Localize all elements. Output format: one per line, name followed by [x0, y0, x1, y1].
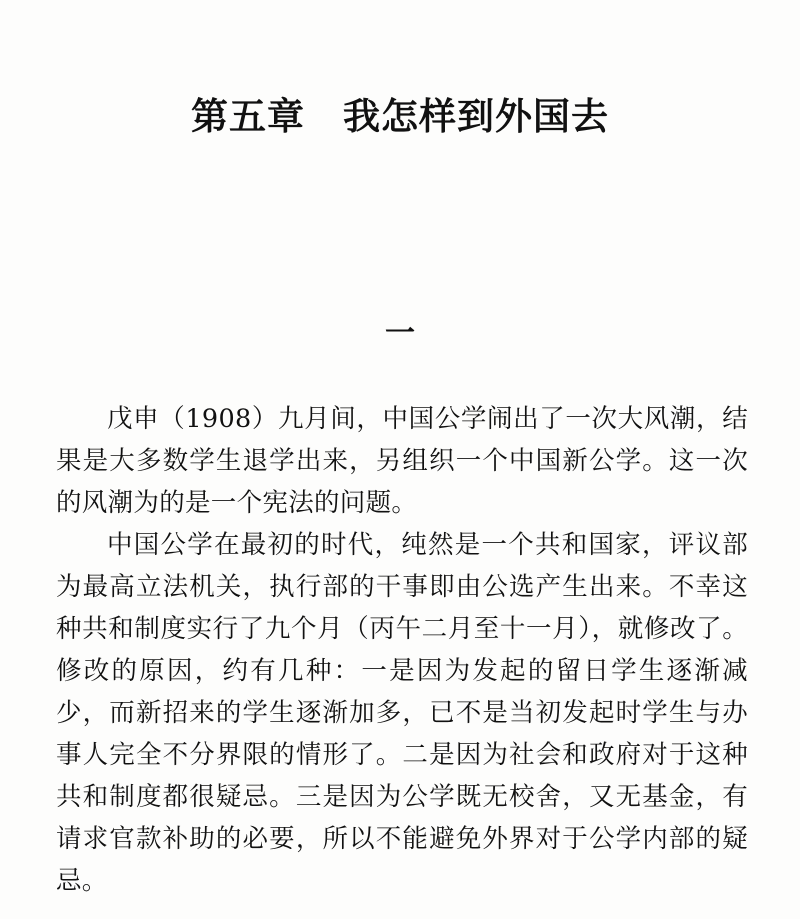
- body-text: [56, 398, 748, 902]
- chapter-title: 第五章 我怎样到外国去: [191, 94, 609, 138]
- paragraph-1: 戊申（1908）九月间，中国公学闹出了一次大风潮，结果是大多数学生退学出来，另组织一个中国新公学。这一次的风潮为的是一个宪法的问题。: [56, 404, 748, 518]
- section-number: 一: [385, 316, 415, 351]
- paragraph-2: 中国公学在最初的时代，纯然是一个共和国家，评议部为最高立法机关，执行部的干事即由公选产生出来。不幸这种共和制度实行了九个月（丙午二月至十一月），就修改了。修改的原因，约有几种：一是因为发起的留日学生逐渐减少，而新招来的学生逐渐加多，已不是当初发起时学生与办事人完全不分界限的情形了。二是因为社会和政府对于这种共和制度都很疑忌。三是因为公学既无校舍，又无基金，有请求官款补助的必要，所以不能避免外界对于公学内部的疑忌。: [56, 530, 748, 896]
